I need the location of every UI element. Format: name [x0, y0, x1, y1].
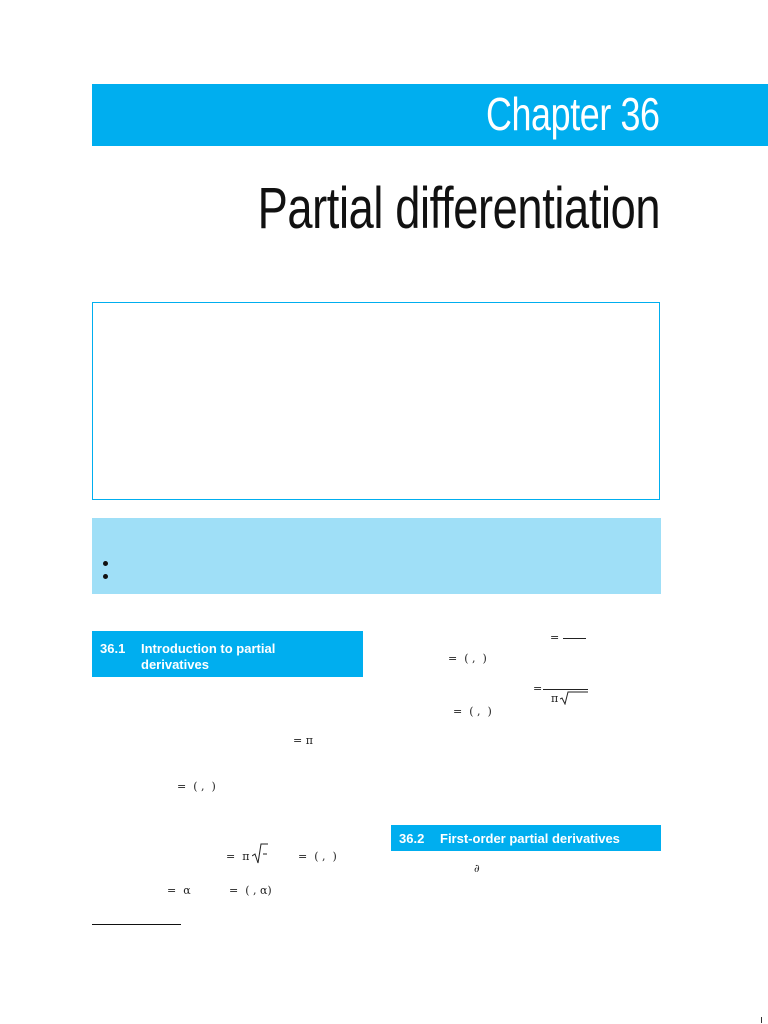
math-fragment: = ( , α)	[229, 884, 272, 897]
math-fragment: =	[533, 682, 543, 695]
sqrt-symbol	[252, 843, 268, 865]
fraction-bar	[543, 689, 588, 690]
math-fragment: = ( , )	[177, 780, 216, 793]
math-fragment: = α	[167, 884, 191, 897]
bullet-2	[103, 574, 108, 579]
chapter-label: Chapter 36	[486, 88, 660, 140]
objectives-box	[92, 302, 660, 500]
section-title: First-order partial derivatives	[440, 831, 620, 846]
bullet-1	[103, 561, 108, 566]
math-fragment: = π	[226, 850, 250, 863]
math-fragment: = ( , )	[298, 850, 337, 863]
math-fragment: = ( , )	[453, 705, 492, 718]
page-corner-mark	[761, 1017, 762, 1023]
math-fragment: =	[550, 631, 560, 644]
section-heading-36-1	[92, 631, 363, 677]
sqrt-symbol	[560, 691, 588, 705]
section-heading-36-2	[391, 825, 661, 851]
math-fragment: = π	[293, 734, 313, 747]
section-number: 36.2	[399, 831, 425, 846]
math-fragment: = ( , )	[448, 652, 487, 665]
fraction-bar	[563, 638, 586, 639]
keypoint-box	[92, 518, 661, 594]
section-title-continued: derivatives	[141, 657, 209, 672]
math-fragment: ∂	[474, 862, 480, 875]
section-title: Introduction to partial	[141, 641, 276, 656]
footnote-rule	[92, 924, 181, 925]
math-fragment: π	[551, 692, 559, 705]
chapter-title: Partial differentiation	[257, 176, 660, 241]
chapter-banner	[92, 84, 768, 146]
section-number: 36.1	[100, 641, 126, 656]
